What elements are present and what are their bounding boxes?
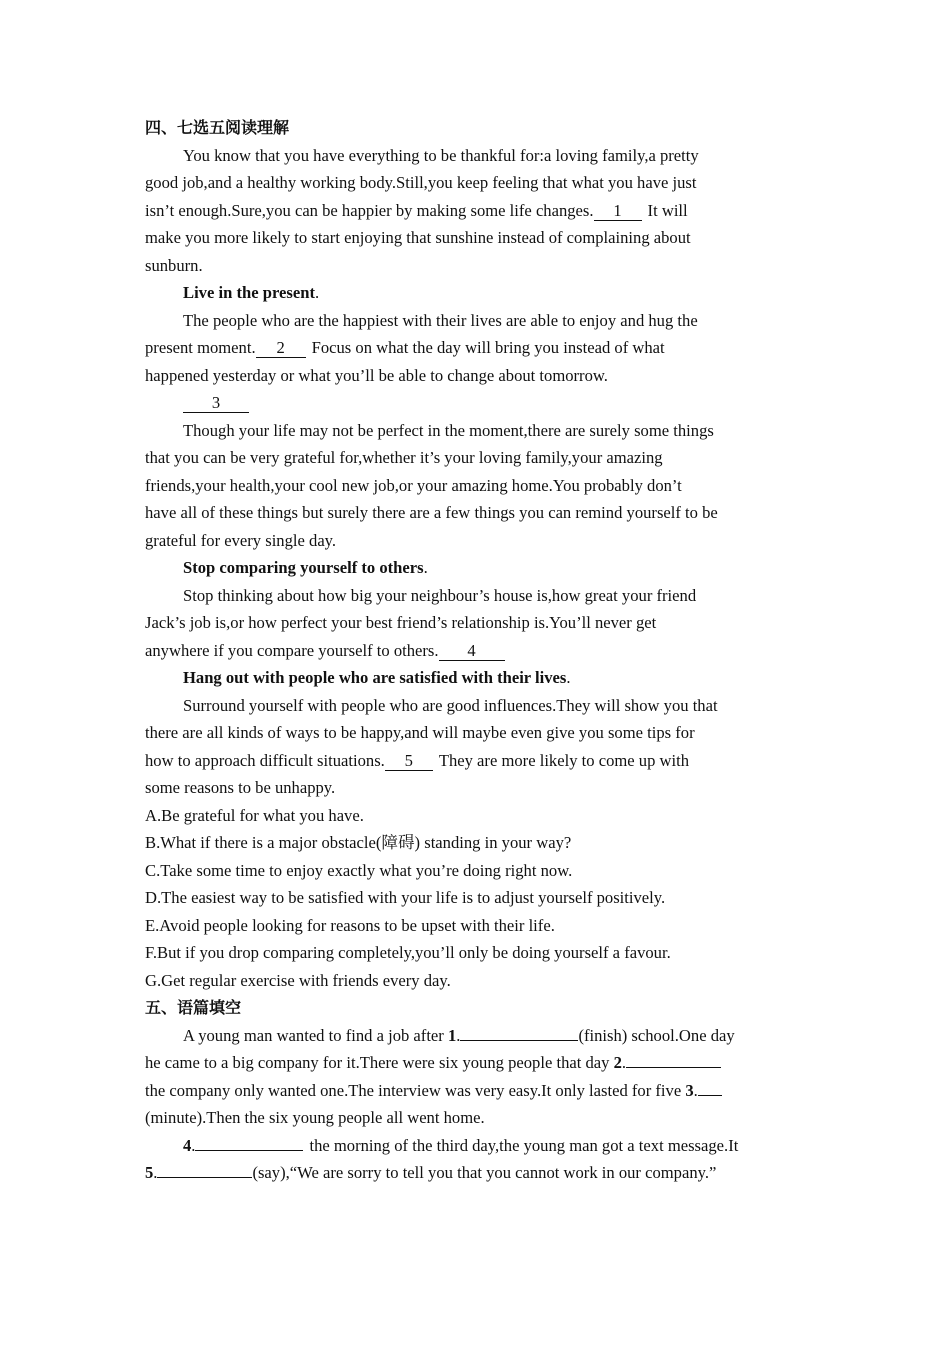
paragraph-line: happened yesterday or what you’ll be able to change about tomorrow. — [145, 365, 608, 385]
blank-4[interactable]: 4 — [439, 642, 505, 661]
paragraph-line — [145, 637, 810, 665]
paragraph-line: Stop thinking about how big your neighbour’s house is,how great your friend — [183, 585, 697, 605]
text-span: the company only wanted one.The interview was very easy.It only lasted for five — [145, 1080, 682, 1100]
paragraph-line: grateful for every single day. — [145, 530, 337, 550]
paragraph-line: 4. the morning of the third day,the young man got a text message.It — [183, 1135, 739, 1155]
paragraph-line — [145, 334, 810, 362]
subheading-text: Hang out with people who are satisfied with their lives — [183, 668, 567, 687]
text-span: present moment. — [145, 338, 256, 357]
option-f: F.But if you drop comparing completely,you’ll only be doing yourself a favour. — [145, 943, 671, 962]
paragraph-line: that you can be very grateful for,whether it’s your loving family,your amazing — [145, 448, 663, 467]
section-heading-reading: 四、七选五阅读理解 — [145, 118, 290, 137]
cloze-blank-3[interactable] — [698, 1095, 722, 1096]
text-span: They are more likely to come up with — [438, 750, 690, 770]
paragraph-line: good job,and a healthy working body.Still,you keep feeling that what you have just — [145, 173, 697, 192]
paragraph-line: You know that you have everything to be thankful for:a loving family,a pretty — [183, 145, 699, 165]
text-span: It will — [647, 200, 688, 220]
blank-number: 5 — [145, 1163, 154, 1182]
paragraph-line — [145, 747, 810, 775]
paragraph-line — [145, 197, 810, 225]
paragraph-line: make you more likely to start enjoying that sunshine instead of complaining about — [145, 228, 691, 247]
text-span: (say),“We are sorry to tell you that you cannot work in our company.” — [252, 1163, 717, 1182]
text-span: isn’t enough.Sure,you can be happier by making some life changes. — [145, 200, 594, 220]
blank-1[interactable]: 1 — [594, 202, 642, 221]
paragraph-line: he came to a big company for it.There were six young people that day 2. — [145, 1049, 810, 1077]
section-heading-cloze: 五、语篇填空 — [145, 998, 242, 1017]
subheading: Stop comparing yourself to others. — [183, 558, 428, 577]
paragraph-line: (minute).Then the six young people all went home. — [145, 1108, 485, 1127]
text-span: A young man wanted to find a job after — [183, 1025, 444, 1045]
paragraph-line: sunburn. — [145, 255, 203, 275]
text-span: Focus on what the day will bring you instead of what — [311, 338, 665, 357]
option-c: C.Take some time to enjoy exactly what you’re doing right now. — [145, 860, 573, 880]
blank-3[interactable]: 3 — [183, 394, 249, 413]
option-a: A.Be grateful for what you have. — [145, 805, 364, 825]
paragraph-line: Jack’s job is,or how perfect your best friend’s relationship is.You’ll never get — [145, 613, 657, 632]
cloze-blank-2[interactable] — [626, 1067, 721, 1068]
paragraph-line: there are all kinds of ways to be happy,and will maybe even give you some tips for — [145, 723, 695, 742]
subheading-text: Live in the present — [183, 283, 315, 302]
blank-5[interactable]: 5 — [385, 752, 433, 771]
paragraph-line: The people who are the happiest with their lives are able to enjoy and hug the — [183, 310, 698, 330]
blank-number: 1 — [447, 1025, 457, 1045]
paragraph-line: A young man wanted to find a job after 1. (finish) school.One day — [183, 1025, 735, 1045]
cloze-blank-5[interactable] — [157, 1177, 252, 1178]
paragraph-line: some reasons to be unhappy. — [145, 778, 336, 797]
paragraph-line: Though your life may not be perfect in the moment,there are surely some things — [183, 420, 714, 440]
text-span: the morning of the third day,the young man got a text message.It — [309, 1135, 739, 1155]
cloze-blank-1[interactable] — [460, 1040, 578, 1041]
paragraph-line: 5. (say),“We are sorry to tell you that you cannot work in our company.” — [145, 1163, 717, 1182]
subheading-text: Stop comparing yourself to others — [183, 558, 424, 577]
option-e: E.Avoid people looking for reasons to be upset with their life. — [145, 915, 555, 935]
blank-2[interactable]: 2 — [256, 339, 306, 358]
text-span: (finish) school.One day — [578, 1025, 735, 1045]
blank-number: 2 — [613, 1053, 622, 1072]
document-page — [145, 114, 810, 1187]
subheading: Live in the present. — [183, 283, 320, 302]
option-d: D.The easiest way to be satisfied with your life is to adjust yourself positively. — [145, 888, 666, 907]
paragraph-line — [145, 389, 810, 417]
blank-number: 3 — [685, 1080, 694, 1100]
subheading: Hang out with people who are satisfied with their lives. — [183, 668, 571, 687]
text-span: he came to a big company for it.There were six young people that day — [145, 1053, 610, 1072]
option-g: G.Get regular exercise with friends every day. — [145, 970, 451, 990]
text-span: anywhere if you compare yourself to others. — [145, 640, 439, 660]
paragraph-line: the company only wanted one.The interview was very easy.It only lasted for five 3. — [145, 1077, 810, 1105]
paragraph-line: friends,your health,your cool new job,or your amazing home.You probably don’t — [145, 475, 682, 495]
option-b: B.What if there is a major obstacle(障碍) standing in your way? — [145, 833, 572, 852]
cloze-blank-4[interactable] — [195, 1150, 303, 1151]
paragraph-line: have all of these things but surely there are a few things you can remind yourself to be — [145, 503, 718, 522]
paragraph-line: Surround yourself with people who are good influences.They will show you that — [183, 695, 718, 715]
blank-number: 4 — [183, 1135, 192, 1155]
text-span: how to approach difficult situations. — [145, 750, 385, 770]
